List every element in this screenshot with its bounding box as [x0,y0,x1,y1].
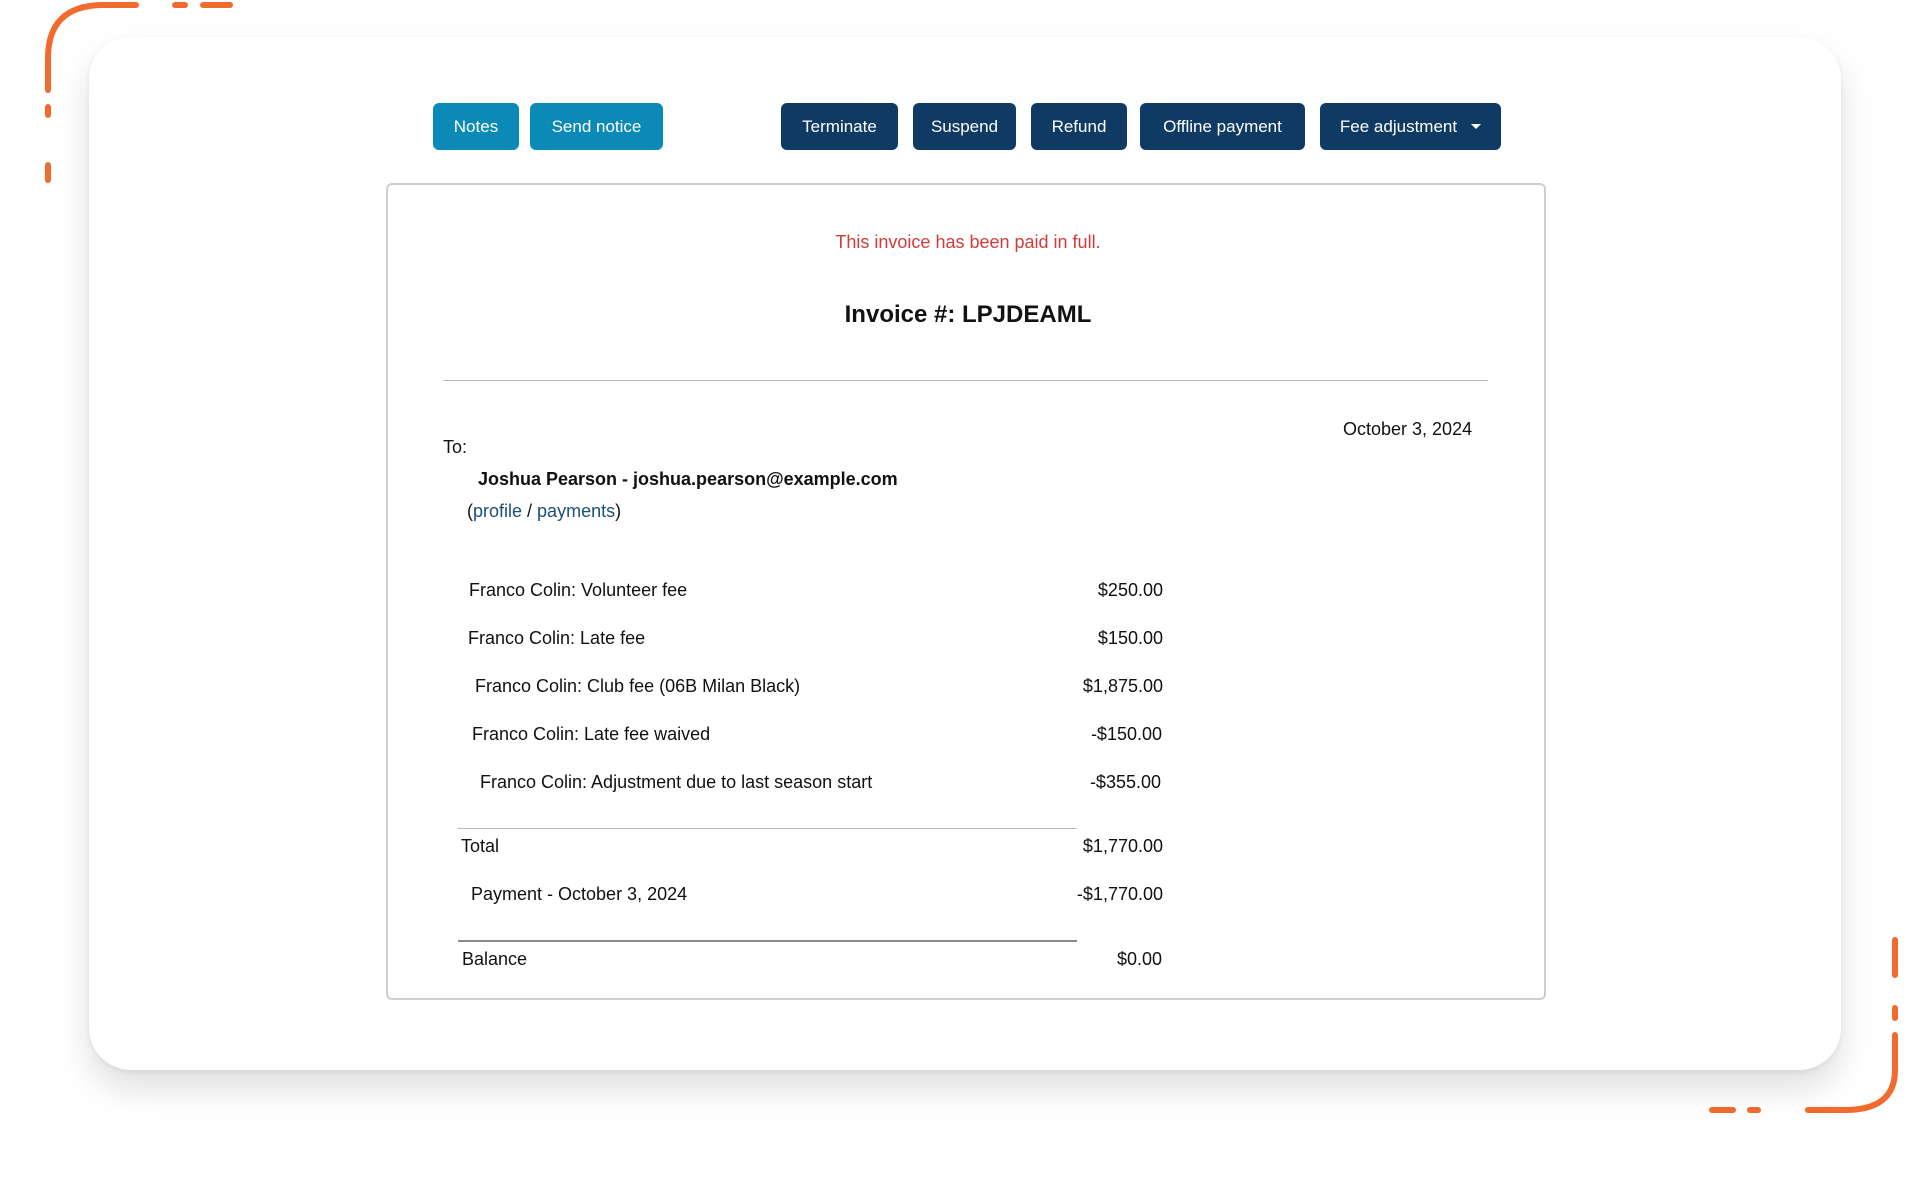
title-divider [443,380,1488,381]
send-notice-button[interactable] [530,103,663,150]
line-item-amount: $150.00 [1097,628,1163,648]
notes-button-label: Notes [453,116,499,136]
offline-payment-button[interactable] [1140,103,1305,150]
terminate-button-label: Terminate [802,116,877,136]
fee-adjustment-dropdown[interactable] [1320,103,1501,150]
balance-label: Balance [462,949,528,969]
offline-payment-button-label: Offline payment [1163,116,1282,136]
line-item-description: Franco Colin: Volunteer fee [469,580,688,600]
notes-button[interactable] [433,103,519,150]
suspend-button-label: Suspend [930,116,999,136]
fee-adjustment-label: Fee adjustment [1339,116,1458,136]
payments-link[interactable]: payments [537,501,616,521]
profile-link[interactable]: profile [473,501,523,521]
links-close-paren: ) [615,501,622,521]
line-item-description: Franco Colin: Late fee [468,628,646,648]
balance-amount: $0.00 [1116,949,1162,969]
paid-in-full-notice: This invoice has been paid in full. [835,232,1101,252]
to-label: To: [443,437,468,457]
invoice-card [386,183,1546,1000]
line-item-description: Franco Colin: Club fee (06B Milan Black) [475,676,801,696]
invoice-date: October 3, 2024 [1343,419,1473,439]
line-item-amount: -$355.00 [1089,772,1161,792]
send-notice-button-label: Send notice [551,116,642,136]
terminate-button[interactable] [781,103,898,150]
links-open-paren: ( [467,501,473,521]
suspend-button[interactable] [913,103,1016,150]
recipient-name-email: Joshua Pearson - joshua.pearson@example.com [478,469,898,489]
total-amount: $1,770.00 [1082,836,1163,856]
caret-down-icon [1471,124,1481,129]
refund-button[interactable] [1031,103,1127,150]
invoice-title: Invoice #: LPJDEAML [844,301,1092,328]
payment-label: Payment - October 3, 2024 [471,884,688,904]
line-item-description: Franco Colin: Late fee waived [472,724,711,744]
refund-button-label: Refund [1051,116,1107,136]
line-item-description: Franco Colin: Adjustment due to last season start [480,772,873,792]
line-item-amount: -$150.00 [1090,724,1162,744]
total-label: Total [461,836,500,856]
line-item-amount: $1,875.00 [1082,676,1163,696]
links-separator: / [522,501,538,521]
balance-divider [458,940,1077,942]
line-item-amount: $250.00 [1097,580,1163,600]
recipient-links [467,501,621,522]
subtotal-divider [458,828,1077,829]
payment-amount: -$1,770.00 [1076,884,1163,904]
